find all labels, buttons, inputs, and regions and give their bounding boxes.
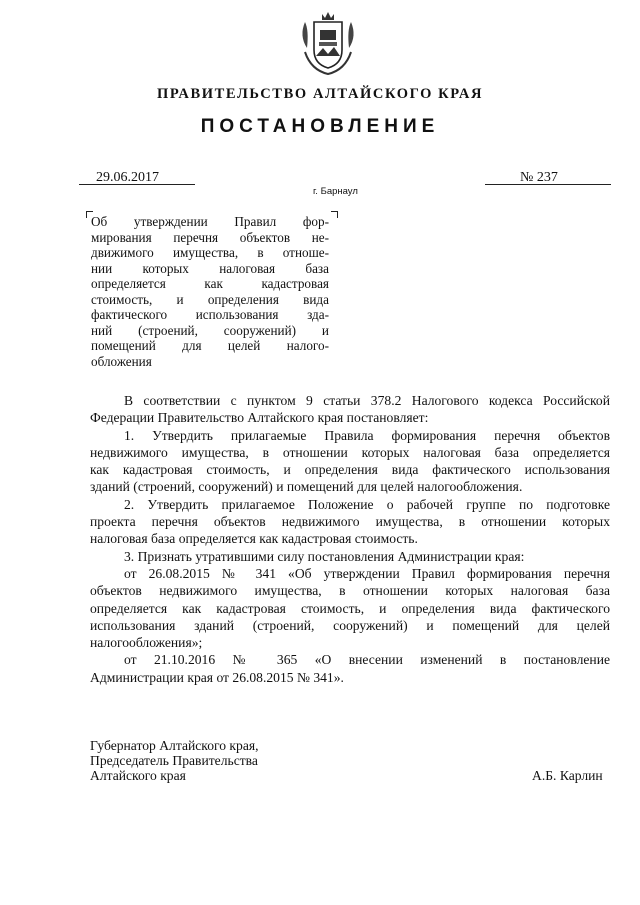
subject-line: помещений для целей налого- (91, 338, 329, 353)
body-line: от 26.08.2015 № 341 «Об утверждении Правил формирования перечня (124, 565, 610, 581)
body-line: зданий (строений, сооружений) и помещений для целей налогообложения. (90, 479, 523, 495)
document-number: № 237 (520, 170, 558, 185)
body-line: Федерации Правительство Алтайского края постановляет: (90, 410, 429, 426)
signature-position-line: Алтайского края (90, 768, 186, 783)
document-date: 29.06.2017 (96, 170, 159, 185)
subject-line: ний (строений, сооружений) и (91, 322, 329, 338)
body-line: 2. Утвердить прилагаемое Положение о рабочей группе по подготовке (124, 496, 610, 512)
subject-line: стоимость, и определения вида (91, 291, 329, 307)
subject-bracket-right (331, 211, 338, 218)
subject-line: Об утверждении Правил фор- (91, 214, 329, 229)
body-line: Администрации края от 26.08.2015 № 341». (90, 669, 344, 685)
body-line: налоговая база определяется как кадастровая стоимость. (90, 531, 418, 547)
document-body (90, 392, 610, 686)
body-line: недвижимого имущества, в отношении которых налоговая база определяется (90, 444, 610, 460)
body-line: 1. Утвердить прилагаемые Правила формирования перечня объектов (124, 427, 610, 443)
subject-line: обложения (91, 353, 152, 369)
body-line: объектов недвижимого имущества, в отношении которых налоговая база (90, 583, 610, 599)
city: г. Барнаул (313, 186, 358, 197)
subject-line: определяется как кадастровая (91, 276, 329, 291)
body-line: как кадастровая стоимость, и определения вида фактического использования (90, 462, 610, 478)
subject-line: нии которых налоговая база (91, 260, 329, 276)
subject-line: движимого имущества, в отноше- (91, 245, 329, 260)
signature-position-line: Губернатор Алтайского края, (90, 738, 259, 753)
body-line: определяется как кадастровая стоимость, и определения вида фактического (90, 600, 610, 616)
body-line: проекта перечня объектов недвижимого имущества, в отношении которых (90, 514, 610, 530)
document-type-title: ПОСТАНОВЛЕНИЕ (200, 116, 440, 137)
coat-of-arms-icon (297, 8, 359, 78)
signature-position-line: Председатель Правительства (90, 753, 258, 768)
body-line: 3. Признать утратившими силу постановления Администрации края: (124, 548, 525, 564)
body-line: использования зданий (строений, сооружений) и помещений для целей (90, 617, 610, 633)
government-name: ПРАВИТЕЛЬСТВО АЛТАЙСКОГО КРАЯ (156, 86, 484, 102)
signature-position (90, 738, 259, 783)
subject-line: мирования перечня объектов не- (91, 229, 329, 245)
subject-block (91, 214, 329, 369)
body-line: от 21.10.2016 № 365 «О внесении изменений в постановление (124, 652, 610, 668)
body-line: В соответствии с пунктом 9 статьи 378.2 Налогового кодекса Российской (124, 393, 610, 408)
subject-line: фактического использования зда- (91, 307, 329, 322)
body-line: налогообложения»; (90, 635, 203, 651)
signer-name: А.Б. Карлин (532, 768, 603, 783)
